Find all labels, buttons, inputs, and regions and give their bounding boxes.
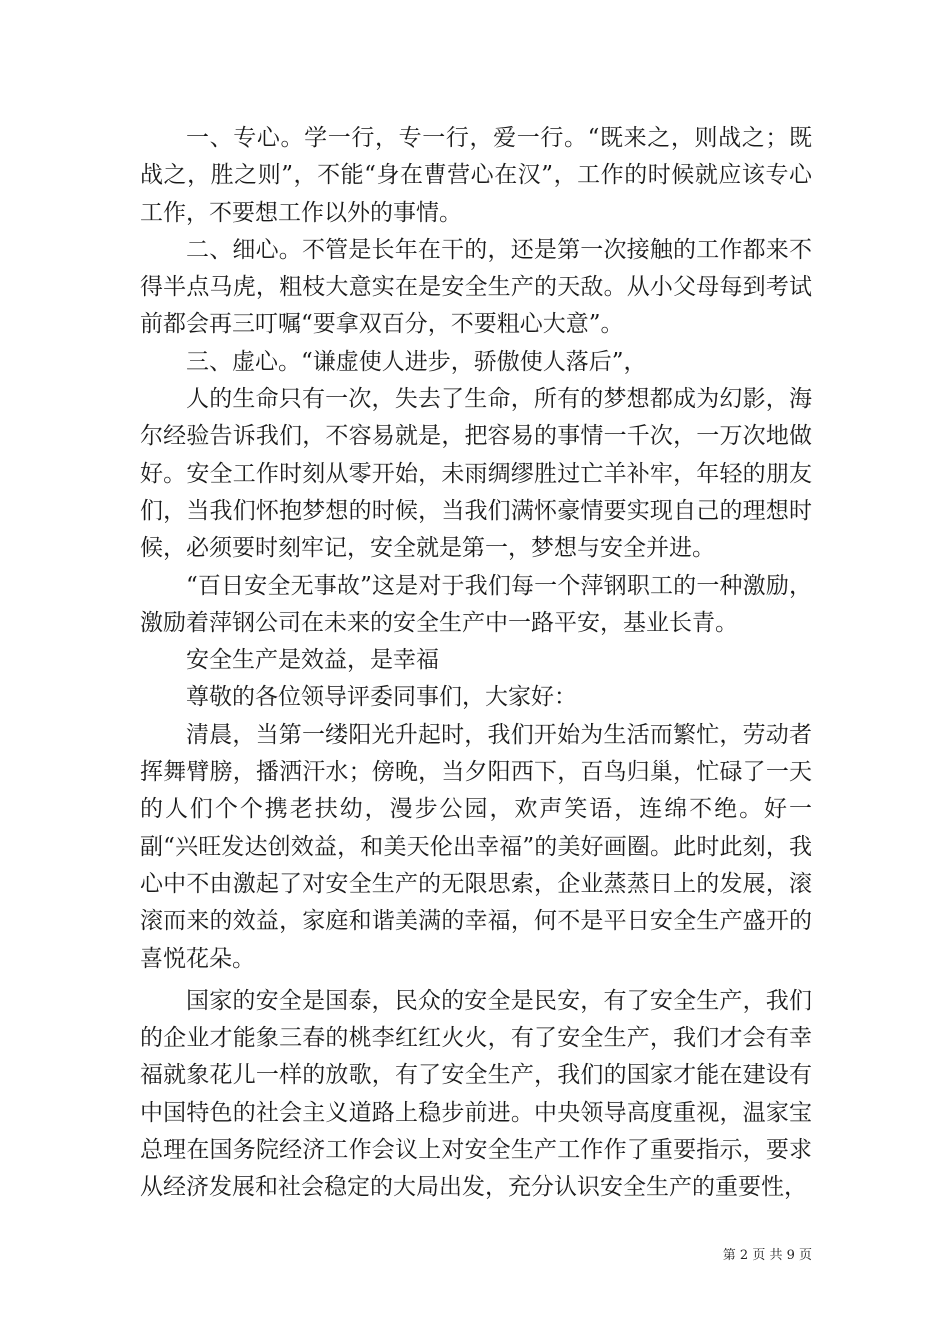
- paragraph: 安全生产是效益，是幸福: [186, 647, 439, 674]
- paragraph: “百日安全无事故”这是对于我们每一个萍钢职工的一种激励，激励着萍钢公司在未来的安全生产中一路平安，基业长青。: [140, 572, 812, 636]
- paragraph: 人的生命只有一次，失去了生命，所有的梦想都成为幻影，海尔经验告诉我们，不容易就是，把容易的事情一千次，一万次地做好。安全工作时刻从零开始，未雨绸缪胜过亡羊补牢，年轻的朋友们，当我们怀抱梦想的时候，当我们满怀豪情要实现自己的理想时候，必须要时刻牢记，安全就是第一，梦想与安全并进。: [140, 386, 812, 562]
- paragraph: 三、虚心。“谦虚使人进步，骄傲使人落后”，: [186, 348, 647, 375]
- paragraph: 二、细心。不管是长年在干的，还是第一次接触的工作都来不得半点马虎，粗枝大意实在是安全生产的天敌。从小父母每到考试前都会再三叮嘱“要拿双百分，不要粗心大意”。: [140, 236, 812, 338]
- paragraph: 尊敬的各位领导评委同事们，大家好：: [186, 684, 577, 711]
- paragraph: 清晨，当第一缕阳光升起时，我们开始为生活而繁忙，劳动者挥舞臂膀，播洒汗水；傍晚，当夕阳西下，百鸟归巢，忙碌了一天的人们个个携老扶幼，漫步公园，欢声笑语，连绵不绝。好一副“兴旺发达创效益，和美天伦出幸福”的美好画圈。此时此刻，我心中不由激起了对安全生产的无限思索，企业蒸蒸日上的发展，滚滚而来的效益，家庭和谐美满的幸福，何不是平日安全生产盛开的喜悦花朵。: [140, 721, 812, 972]
- document-body: [140, 120, 812, 1207]
- paragraph: 国家的安全是国泰，民众的安全是民安，有了安全生产，我们的企业才能象三春的桃李红红火火，有了安全生产，我们才会有幸福就象花儿一样的放歌，有了安全生产，我们的国家才能在建设有中国特色的社会主义道路上稳步前进。中央领导高度重视，温家宝总理在国务院经济工作会议上对安全生产工作作了重要指示，要求从经济发展和社会稳定的大局出发，充分认识安全生产的重要性，: [140, 987, 812, 1201]
- paragraph: 一、专心。学一行，专一行，爱一行。“既来之，则战之；既战之，胜之则”，不能“身在曹营心在汉”，工作的时候就应该专心工作，不要想工作以外的事情。: [140, 125, 812, 226]
- page-number-footer: 第 2 页 共 9 页: [722, 1248, 812, 1263]
